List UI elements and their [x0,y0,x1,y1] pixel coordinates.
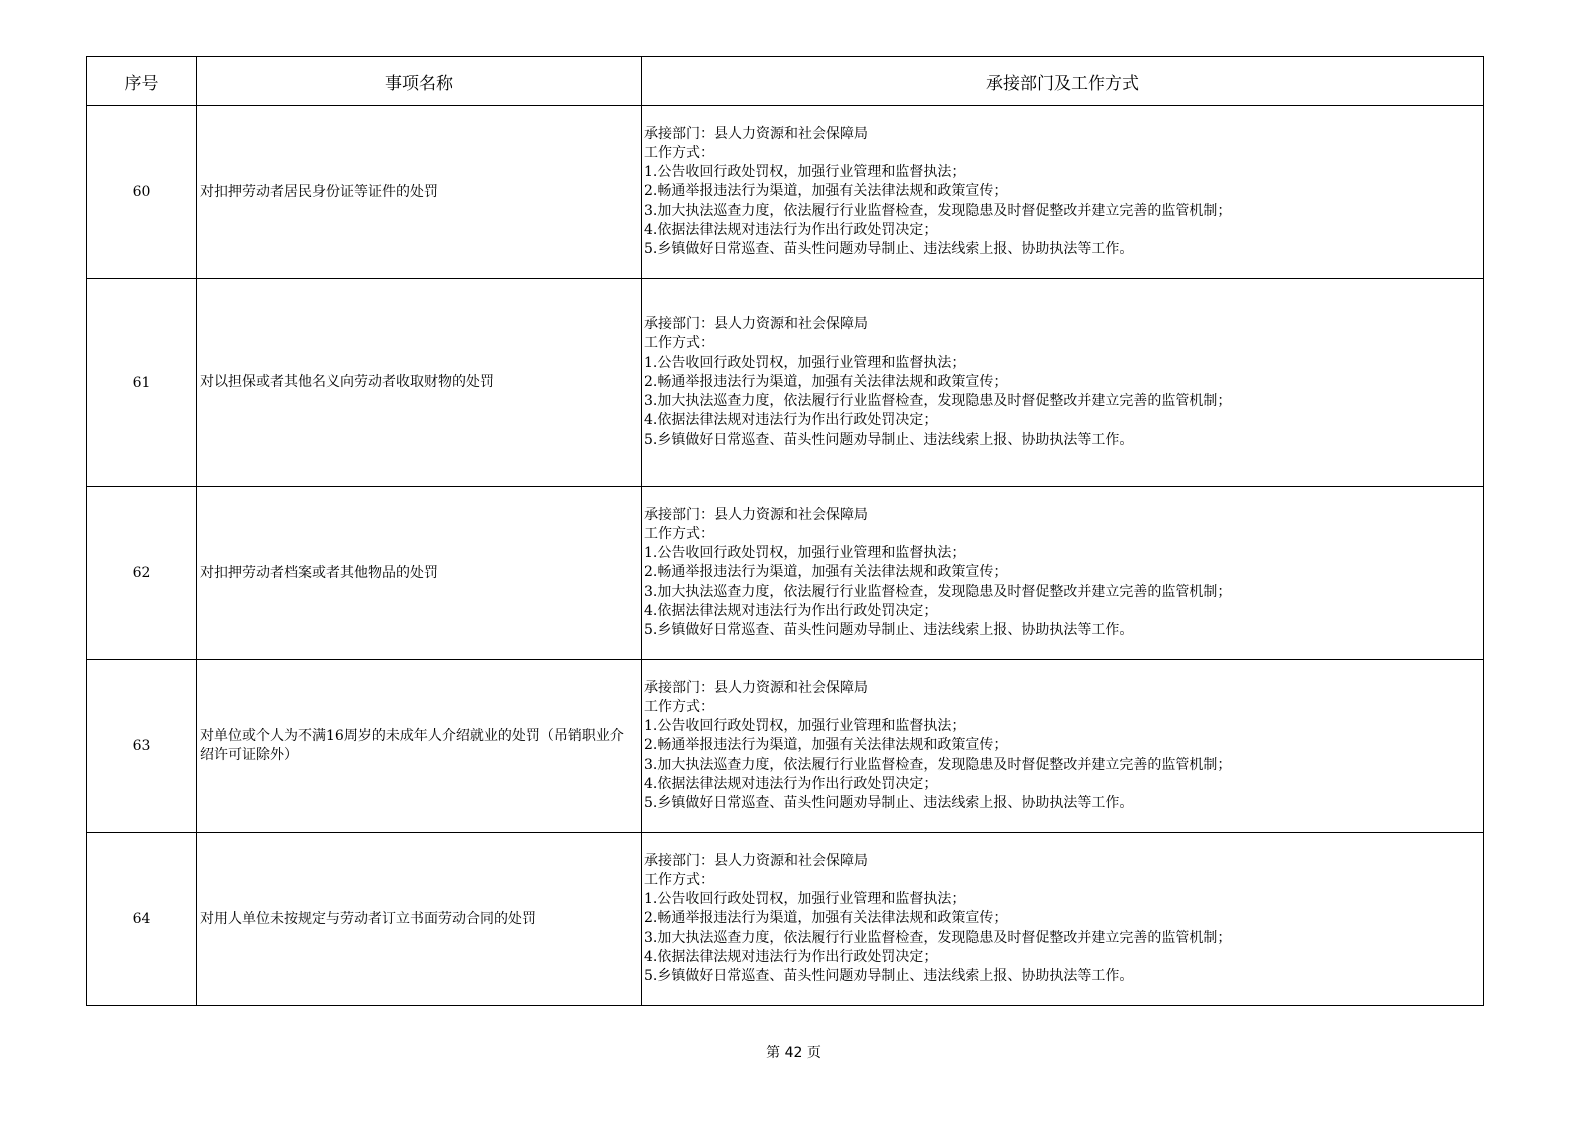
row-seq: 63 [87,660,197,833]
dept-line: 2.畅通举报违法行为渠道，加强有关法律法规和政策宣传； [644,910,1008,927]
table-row [87,279,1484,487]
dept-line: 工作方式： [644,698,714,715]
row-item-name: 对扣押劳动者居民身份证等证件的处罚 [197,106,642,279]
row-item-name: 对用人单位未按规定与劳动者订立书面劳动合同的处罚 [197,833,642,1006]
dept-line: 承接部门：县人力资源和社会保障局 [644,506,868,523]
dept-line: 承接部门：县人力资源和社会保障局 [644,316,868,333]
table-header-row [87,57,1484,106]
header-seq: 序号 [87,57,197,106]
dept-line: 3.加大执法巡查力度，依法履行行业监督检查，发现隐患及时督促整改并建立完善的监管机制； [644,756,1232,773]
dept-line: 3.加大执法巡查力度，依法履行行业监督检查，发现隐患及时督促整改并建立完善的监管机制； [644,393,1232,410]
row-dept-method [642,833,1484,1006]
table-row [87,487,1484,660]
dept-line: 3.加大执法巡查力度，依法履行行业监督检查，发现隐患及时督促整改并建立完善的监管机制； [644,583,1232,600]
dept-line: 5.乡镇做好日常巡查、苗头性问题劝导制止、违法线索上报、协助执法等工作。 [644,795,1134,811]
dept-line: 承接部门：县人力资源和社会保障局 [644,125,868,142]
dept-line: 4.依据法律法规对违法行为作出行政处罚决定； [644,221,938,238]
dept-line: 5.乡镇做好日常巡查、苗头性问题劝导制止、违法线索上报、协助执法等工作。 [644,431,1134,448]
dept-line: 工作方式： [644,335,714,352]
dept-line: 2.畅通举报违法行为渠道，加强有关法律法规和政策宣传； [644,737,1008,754]
row-seq: 61 [87,279,197,487]
items-table [86,56,1484,1006]
dept-line: 2.畅通举报违法行为渠道，加强有关法律法规和政策宣传； [644,564,1008,581]
row-item-name: 对扣押劳动者档案或者其他物品的处罚 [197,487,642,660]
dept-line: 1.公告收回行政处罚权，加强行业管理和监督执法； [644,891,966,908]
dept-line: 5.乡镇做好日常巡查、苗头性问题劝导制止、违法线索上报、协助执法等工作。 [644,241,1134,257]
row-seq: 62 [87,487,197,660]
dept-line: 1.公告收回行政处罚权，加强行业管理和监督执法； [644,545,966,562]
header-dept: 承接部门及工作方式 [642,57,1484,106]
dept-line: 工作方式： [644,144,714,161]
dept-line: 4.依据法律法规对违法行为作出行政处罚决定； [644,602,938,619]
dept-line: 3.加大执法巡查力度，依法履行行业监督检查，发现隐患及时督促整改并建立完善的监管机制； [644,929,1232,946]
dept-line: 5.乡镇做好日常巡查、苗头性问题劝导制止、违法线索上报、协助执法等工作。 [644,622,1134,638]
row-dept-method [642,106,1484,279]
dept-line: 承接部门：县人力资源和社会保障局 [644,852,868,869]
dept-line: 3.加大执法巡查力度，依法履行行业监督检查，发现隐患及时督促整改并建立完善的监管机制； [644,202,1232,219]
page-number: 第 42 页 [766,1045,821,1061]
dept-line: 4.依据法律法规对违法行为作出行政处罚决定； [644,948,938,965]
row-dept-method [642,279,1484,487]
header-name: 事项名称 [197,57,642,106]
dept-line: 2.畅通举报违法行为渠道，加强有关法律法规和政策宣传； [644,183,1008,200]
dept-line: 5.乡镇做好日常巡查、苗头性问题劝导制止、违法线索上报、协助执法等工作。 [644,968,1134,984]
dept-line: 2.畅通举报违法行为渠道，加强有关法律法规和政策宣传； [644,373,1008,390]
row-seq: 64 [87,833,197,1006]
table-row [87,833,1484,1006]
row-item-name: 对以担保或者其他名义向劳动者收取财物的处罚 [197,279,642,487]
dept-line: 4.依据法律法规对违法行为作出行政处罚决定； [644,775,938,792]
row-seq: 60 [87,106,197,279]
row-dept-method [642,660,1484,833]
dept-line: 4.依据法律法规对违法行为作出行政处罚决定； [644,412,938,429]
dept-line: 1.公告收回行政处罚权，加强行业管理和监督执法； [644,164,966,181]
dept-line: 1.公告收回行政处罚权，加强行业管理和监督执法； [644,718,966,735]
dept-line: 工作方式： [644,871,714,888]
row-dept-method [642,487,1484,660]
dept-line: 1.公告收回行政处罚权，加强行业管理和监督执法； [644,354,966,371]
table-row [87,106,1484,279]
row-item-name: 对单位或个人为不满16周岁的未成年人介绍就业的处罚（吊销职业介绍许可证除外） [197,660,642,833]
dept-line: 工作方式： [644,525,714,542]
dept-line: 承接部门：县人力资源和社会保障局 [644,679,868,696]
table-row [87,660,1484,833]
